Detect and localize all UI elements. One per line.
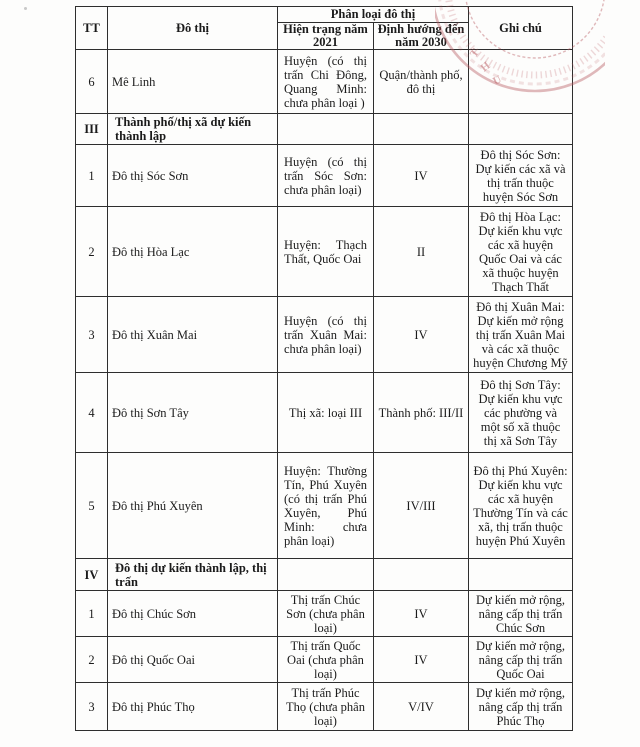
table-row	[76, 591, 573, 637]
cell-dinh-huong: V/IV	[374, 683, 469, 731]
cell-dinh-huong: IV	[374, 637, 469, 683]
table-row	[76, 453, 573, 559]
cell-do-thi: Thành phố/thị xã dự kiến thành lập	[108, 114, 278, 145]
cell-tt: 3	[76, 297, 108, 373]
table-row	[76, 145, 573, 207]
cell-ghi-chu: Dự kiến mở rộng, nâng cấp thị trấn Phúc Thọ	[469, 683, 573, 731]
cell-tt: 5	[76, 453, 108, 559]
table-row	[76, 373, 573, 453]
cell-tt: 1	[76, 591, 108, 637]
cell-hien-trang: Huyện (có thị trấn Xuân Mai: chưa phân loại)	[278, 297, 374, 373]
cell-ghi-chu	[469, 114, 573, 145]
cell-hien-trang	[278, 114, 374, 145]
table-row	[76, 297, 573, 373]
table-header-row	[76, 7, 573, 23]
cell-dinh-huong	[374, 114, 469, 145]
cell-do-thi: Đô thị dự kiến thành lập, thị trấn	[108, 559, 278, 591]
cell-dinh-huong: IV	[374, 591, 469, 637]
table-row	[76, 50, 573, 114]
table-row	[76, 207, 573, 297]
cell-dinh-huong: IV	[374, 145, 469, 207]
header-hien-trang-2021: Hiện trạng năm 2021	[278, 23, 374, 50]
cell-tt: 2	[76, 207, 108, 297]
cell-ghi-chu: Dự kiến mở rộng, nâng cấp thị trấn Chúc Sơn	[469, 591, 573, 637]
header-do-thi: Đô thị	[108, 7, 278, 50]
cell-do-thi: Đô thị Sơn Tây	[108, 373, 278, 453]
cell-hien-trang: Huyện (có thị trấn Chi Đông, Quang Minh: chưa phân loại )	[278, 50, 374, 114]
seal-arc-letter: T	[467, 46, 482, 60]
cell-dinh-huong: IV/III	[374, 453, 469, 559]
cell-ghi-chu: Đô thị Hòa Lạc: Dự kiến khu vực các xã huyện Quốc Oai và các xã thuộc huyện Thạch Thất	[469, 207, 573, 297]
cell-dinh-huong: Thành phố: III/II	[374, 373, 469, 453]
cell-do-thi: Đô thị Phúc Thọ	[108, 683, 278, 731]
seal-arc-letter: H	[478, 59, 493, 75]
cell-tt: IV	[76, 559, 108, 591]
cell-do-thi: Đô thị Hòa Lạc	[108, 207, 278, 297]
table-row	[76, 683, 573, 731]
cell-dinh-huong: IV	[374, 297, 469, 373]
cell-tt: 4	[76, 373, 108, 453]
cell-hien-trang	[278, 559, 374, 591]
header-tt: TT	[76, 7, 108, 50]
cell-tt: 3	[76, 683, 108, 731]
table-section-row	[76, 559, 573, 591]
cell-hien-trang: Huyện: Thạch Thất, Quốc Oai	[278, 207, 374, 297]
cell-ghi-chu: Đô thị Sơn Tây: Dự kiến khu vực các phường và một số xã thuộc thị xã Sơn Tây	[469, 373, 573, 453]
cell-tt: 6	[76, 50, 108, 114]
seal-arc-letter: U	[491, 73, 504, 88]
cell-do-thi: Đô thị Chúc Sơn	[108, 591, 278, 637]
header-ghi-chu: Ghi chú	[469, 7, 573, 50]
cell-ghi-chu: Đô thị Xuân Mai: Dự kiến mở rộng thị trấn Xuân Mai và các xã thuộc huyện Chương Mỹ	[469, 297, 573, 373]
cell-ghi-chu	[469, 50, 573, 114]
cell-do-thi: Đô thị Phú Xuyên	[108, 453, 278, 559]
cell-hien-trang: Thị xã: loại III	[278, 373, 374, 453]
cell-hien-trang: Huyện: Thường Tín, Phú Xuyên (có thị trấn Phú Xuyên, Phú Minh: chưa phân loại)	[278, 453, 374, 559]
cell-dinh-huong: Quận/thành phố, đô thị	[374, 50, 469, 114]
cell-ghi-chu: Đô thị Phú Xuyên: Dự kiến khu vực các xã huyện Thường Tín và các xã, thị trấn thuộc huyện Phú Xuyên	[469, 453, 573, 559]
cell-tt: III	[76, 114, 108, 145]
header-dinh-huong-2030: Định hướng đến năm 2030	[374, 23, 469, 50]
cell-ghi-chu	[469, 559, 573, 591]
cell-hien-trang: Huyện (có thị trấn Sóc Sơn: chưa phân loại)	[278, 145, 374, 207]
cell-hien-trang: Thị trấn Quốc Oai (chưa phân loại)	[278, 637, 374, 683]
cell-do-thi: Đô thị Quốc Oai	[108, 637, 278, 683]
scan-artifact	[24, 7, 27, 10]
cell-do-thi: Đô thị Xuân Mai	[108, 297, 278, 373]
cell-do-thi: Mê Linh	[108, 50, 278, 114]
table-section-row	[76, 114, 573, 145]
cell-do-thi: Đô thị Sóc Sơn	[108, 145, 278, 207]
cell-tt: 1	[76, 145, 108, 207]
cell-hien-trang: Thị trấn Phúc Thọ (chưa phân loại)	[278, 683, 374, 731]
cell-dinh-huong: II	[374, 207, 469, 297]
cell-hien-trang: Thị trấn Chúc Sơn (chưa phân loại)	[278, 591, 374, 637]
cell-tt: 2	[76, 637, 108, 683]
cell-ghi-chu: Đô thị Sóc Sơn: Dự kiến các xã và thị trấn thuộc huyện Sóc Sơn	[469, 145, 573, 207]
cell-ghi-chu: Dự kiến mở rộng, nâng cấp thị trấn Quốc Oai	[469, 637, 573, 683]
table-row	[76, 637, 573, 683]
urban-classification-table	[75, 6, 573, 731]
cell-dinh-huong	[374, 559, 469, 591]
header-phan-loai-do-thi: Phân loại đô thị	[278, 7, 469, 23]
